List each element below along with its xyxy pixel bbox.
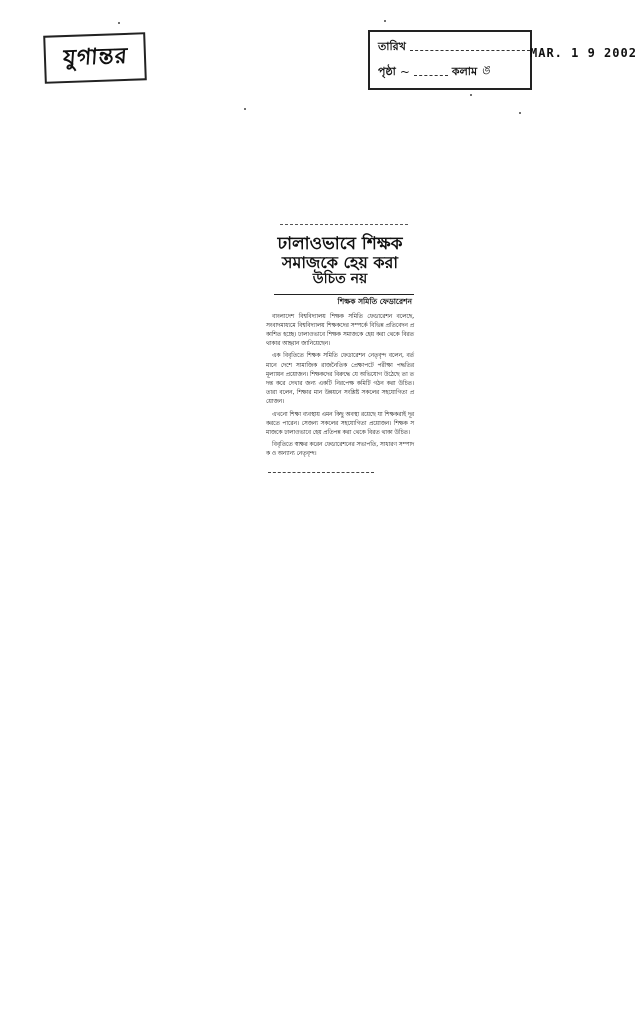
publication-name: যুগান্তর: [61, 42, 129, 71]
date-label: তারিখ: [378, 40, 406, 53]
headline: [266, 235, 414, 288]
headline-line-3: উচিত নয়: [312, 270, 368, 287]
page-blank-line: [414, 69, 448, 76]
scan-speck: [384, 20, 386, 22]
article-body: [266, 313, 414, 460]
page-label: পৃষ্ঠা: [378, 64, 396, 78]
publication-stamp: [43, 32, 147, 84]
headline-line-2: সমাজকে হেয় করা: [281, 253, 399, 273]
clipping-cut-edge: [280, 224, 408, 231]
scan-speck: [244, 108, 246, 110]
date-page-stamp: [368, 30, 532, 90]
date-row: [378, 38, 530, 57]
column-label: কলাম: [451, 64, 478, 78]
page-row: [378, 62, 490, 82]
scan-speck: [118, 22, 120, 24]
article-paragraph: এক বিবৃতিতে শিক্ষক সমিতি ফেডারেশন নেতৃবৃন্দ বলেন, বর্তমানে দেশে সামাজিক রাজনৈতিক প্রেক্ষাপটে পরীক্ষা পদ্ধতির মূল্যায়ন প্রয়োজন। শিক্ষকদের বিরুদ্ধে যে অভিযোগ উঠেছে তা তদন্ত করে দেখার জন্য একটি নিরপেক্ষ কমিটি গঠন করা উচিত। তারা বলেন, শিক্ষার মান উন্নয়নে সংশ্লিষ্ট সকলের সহযোগিতা প্রয়োজন।: [266, 353, 414, 406]
headline-line-1: ঢালাওভাবে শিক্ষক: [277, 234, 403, 254]
page-handwriting: ~: [399, 65, 410, 79]
scan-speck: [470, 94, 472, 96]
date-blank-line: [410, 44, 530, 51]
article-paragraph: এখনো শিক্ষা ব্যবস্থায় এমন কিছু অবস্থা রয়েছে যা শিক্ষকরাই দূর করতে পারেন। সেজন্য সকলের সহযোগিতা প্রয়োজন। শিক্ষক সমাজকে ঢালাওভাবে হেয় প্রতিপন্ন করা থেকে বিরত থাকা উচিত।: [266, 411, 414, 437]
news-clipping: [266, 224, 414, 740]
scan-speck: [519, 112, 521, 114]
article-paragraph: বাংলাদেশ বিশ্ববিদ্যালয় শিক্ষক সমিতি ফেডারেশন বলেছে, সংবাদমাধ্যমে বিশ্ববিদ্যালয় শিক্ষকদের সম্পর্কে বিভিন্ন প্রতিবেদন প্রকাশিত হচ্ছে। ঢালাওভাবে শিক্ষক সমাজকে হেয় করা থেকে বিরত থাকার আহ্বান জানিয়েছেন।: [266, 313, 414, 348]
clipping-cut-edge-bottom: [268, 464, 374, 473]
byline: শিক্ষক সমিতি ফেডারেশন: [274, 294, 414, 309]
article-paragraph: বিবৃতিতে স্বাক্ষর করেন ফেডারেশনের সভাপতি, সাধারণ সম্পাদক ও অন্যান্য নেতৃবৃন্দ।: [266, 442, 414, 458]
column-handwriting: ঙ: [481, 63, 490, 77]
date-value: MAR. 1 9 2002: [530, 46, 637, 60]
